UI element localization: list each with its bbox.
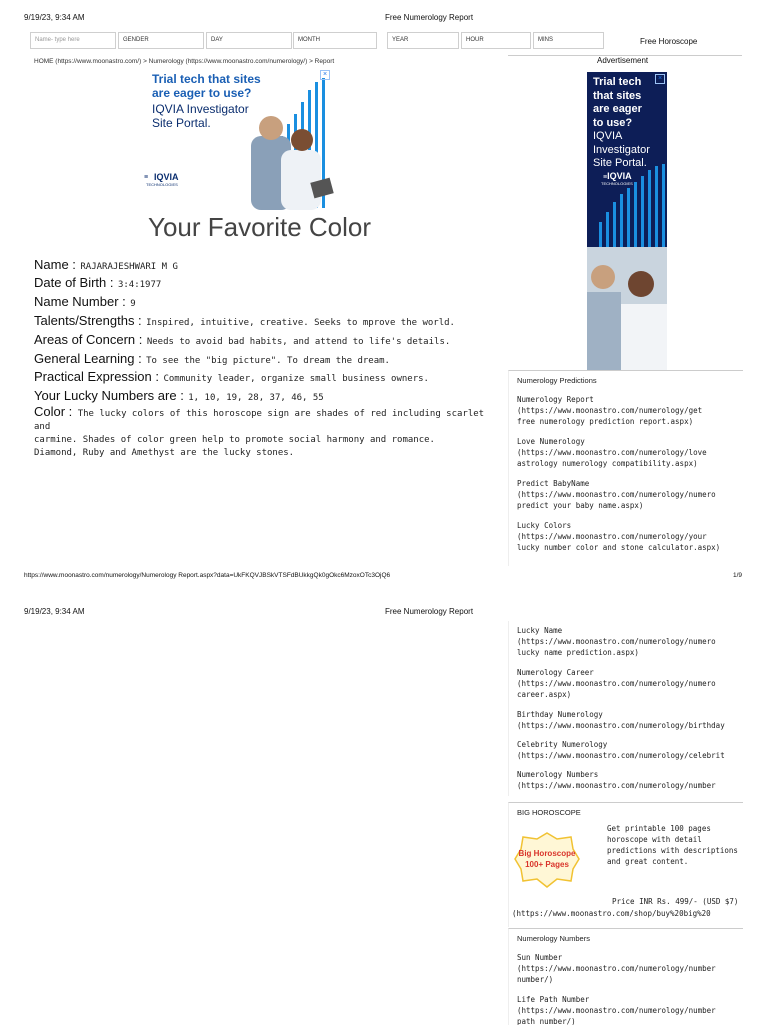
ad-brand: IQVIA	[154, 172, 179, 182]
predictions-panel	[508, 370, 743, 566]
predictions-item-colors[interactable]: Lucky Colors (https://www.moonastro.com/numerology/your lucky number color and stone calculator.aspx)	[517, 521, 721, 552]
predictions-heading: Numerology Predictions	[517, 376, 597, 385]
print-timestamp-2: 9/19/23, 9:34 AM	[24, 607, 85, 616]
ad-side-text: Trial tech that sites are eager to use? IQVIA Investigator Site Portal.	[593, 76, 650, 169]
print-title: Free Numerology Report	[385, 13, 474, 22]
ad-sub-1: IQVIA Investigator	[152, 102, 249, 116]
name-input[interactable]: Name- type here	[30, 32, 116, 49]
gender-select[interactable]: GENDER	[118, 32, 204, 49]
ad-close-icon[interactable]: ×	[320, 70, 330, 80]
mins-select[interactable]: MINS	[533, 32, 604, 49]
ad-banner-side[interactable]	[587, 72, 667, 370]
big-horoscope-buy-link[interactable]: (https://www.moonastro.com/shop/buy%20big%20	[512, 909, 711, 918]
print-title-2: Free Numerology Report	[385, 607, 474, 616]
info-talents: Talents/Strengths : Inspired, intuitive, creative. Seeks to mprove the world.	[34, 313, 455, 328]
page-title: Your Favorite Color	[148, 212, 372, 242]
info-learning: General Learning : To see the "big picture". To dream the dream.	[34, 351, 390, 366]
ad-headline-1: Trial tech that sites	[152, 72, 261, 86]
hour-select[interactable]: HOUR	[461, 32, 531, 49]
ad-side-brand-sub: TECHNOLOGIES	[601, 181, 633, 186]
ad-headline-2: are eager to use?	[152, 86, 252, 100]
big-horoscope-description: Get printable 100 pages horoscope with detail predictions with descriptions and great content.	[607, 824, 738, 866]
link-lucky-name[interactable]: Lucky Name (https://www.moonastro.com/numerology/numero lucky name prediction.aspx)	[517, 626, 716, 657]
ad-side-close-icon[interactable]: ×	[655, 74, 665, 84]
big-horoscope-heading: BIG HOROSCOPE	[517, 808, 581, 817]
ad-banner-top[interactable]	[138, 68, 338, 210]
link-numbers[interactable]: Numerology Numbers (https://www.moonastro.com/numerology/number	[517, 770, 716, 790]
link-celebrity[interactable]: Celebrity Numerology (https://www.moonastro.com/numerology/celebrit	[517, 740, 725, 760]
print-timestamp: 9/19/23, 9:34 AM	[24, 13, 85, 22]
free-horoscope-button[interactable]: Free Horoscope	[640, 37, 698, 46]
info-concern: Areas of Concern : Needs to avoid bad habits, and attend to life's details.	[34, 332, 451, 347]
numbers-panel	[508, 928, 743, 1025]
info-name-number: Name Number : 9	[34, 294, 136, 309]
print-footer-url: https://www.moonastro.com/numerology/Numerology Report.aspx?data=UkFKQVJBSkVTSFdBUkkgQk0gOkc6MzoxOTc3OjQ6	[24, 572, 391, 579]
more-links-panel	[508, 621, 743, 796]
day-select[interactable]: DAY	[206, 32, 292, 49]
ad-sub-2: Site Portal.	[152, 116, 211, 130]
year-select[interactable]: YEAR	[387, 32, 459, 49]
big-horoscope-price: Price INR Rs. 499/- (USD $7)	[612, 897, 739, 906]
month-select[interactable]: MONTH	[293, 32, 377, 49]
ad-brand-icon: ≡	[144, 174, 149, 181]
link-career[interactable]: Numerology Career (https://www.moonastro.com/numerology/numero career.aspx)	[517, 668, 716, 699]
link-birthday[interactable]: Birthday Numerology (https://www.moonastro.com/numerology/birthday	[517, 710, 725, 730]
breadcrumb[interactable]: HOME (https://www.moonastro.com/) > Numerology (https://www.moonastro.com/numerology/) > Report	[34, 58, 335, 65]
link-life-path-number[interactable]: Life Path Number (https://www.moonastro.com/numerology/number path number/)	[517, 995, 716, 1025]
info-dob: Date of Birth : 3:4:1977	[34, 275, 162, 290]
info-color: Color : The lucky colors of this horoscope sign are shades of red including scarlet and carmine. Shades of color green help to promote social harmony and romance. Diamond, Ruby and Amethyst are the lucky stones.	[34, 404, 485, 458]
predictions-item-babyname[interactable]: Predict BabyName (https://www.moonastro.com/numerology/numero predict your baby name.aspx)	[517, 479, 716, 510]
ad-brand-sub: TECHNOLOGIES	[146, 182, 178, 187]
link-sun-number[interactable]: Sun Number (https://www.moonastro.com/numerology/number number/)	[517, 953, 716, 984]
ad-side-brand: ≡IQVIA	[603, 171, 632, 181]
print-page-number: 1/9	[733, 572, 743, 579]
predictions-item-report[interactable]: Numerology Report (https://www.moonastro.com/numerology/get free numerology prediction report.aspx)	[517, 395, 703, 426]
predictions-item-love[interactable]: Love Numerology (https://www.moonastro.com/numerology/love astrology numerology compatibility.aspx)	[517, 437, 707, 468]
big-horoscope-badge[interactable]: Big Horoscope 100+ Pages	[518, 849, 576, 869]
info-expression: Practical Expression : Community leader, organize small business owners.	[34, 369, 429, 384]
numbers-heading: Numerology Numbers	[517, 934, 590, 943]
big-horoscope-panel	[508, 802, 743, 927]
info-lucky-numbers: Your Lucky Numbers are : 1, 10, 19, 28, 37, 46, 55	[34, 388, 324, 403]
info-name: Name : RAJARAJESHWARI M G	[34, 257, 178, 272]
advertisement-label: Advertisement	[597, 56, 649, 65]
